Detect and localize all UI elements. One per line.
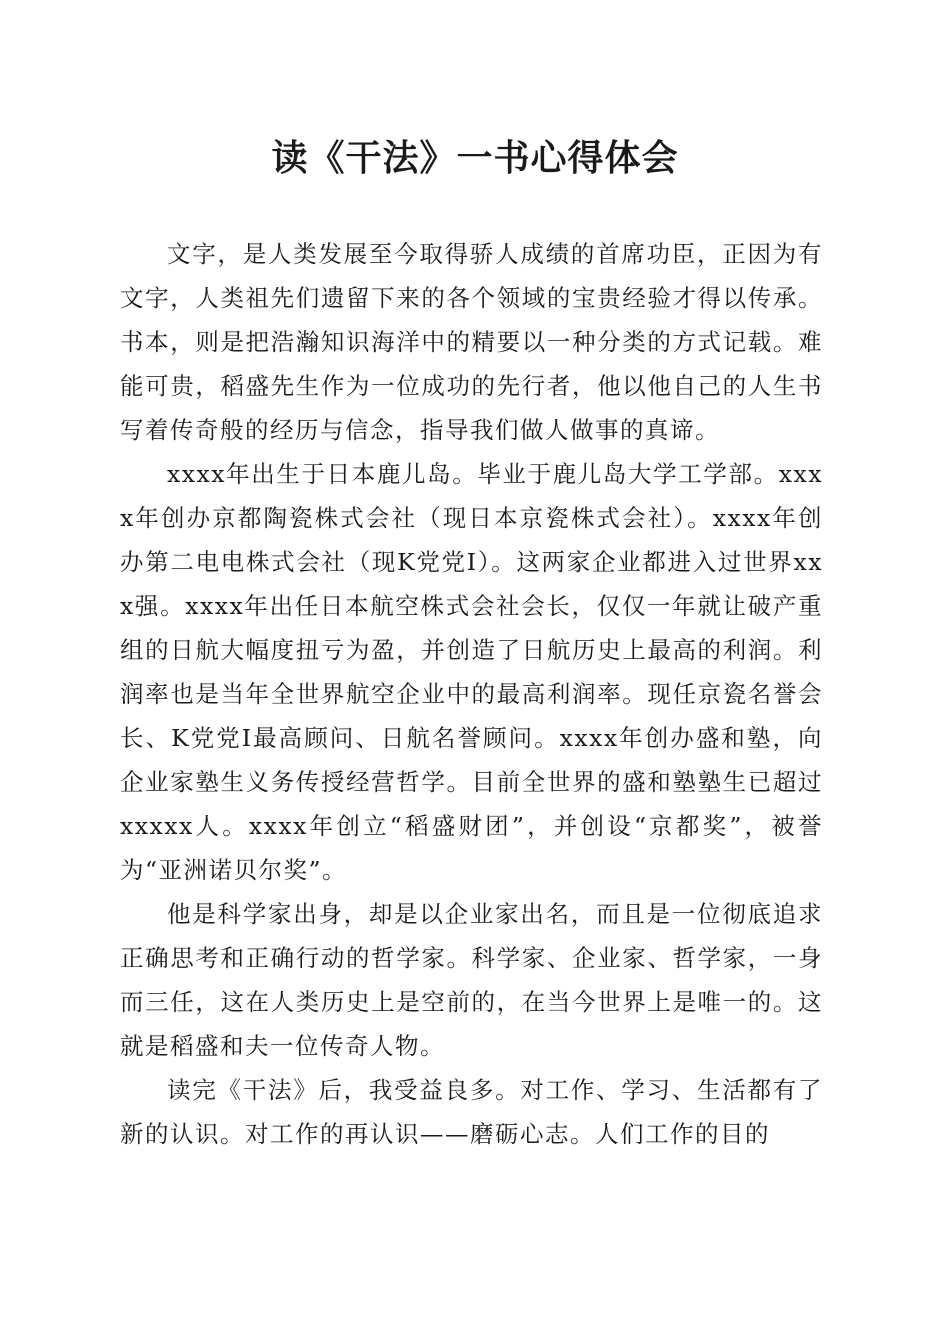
document-title: 读《干法》一书心得体会 xyxy=(271,137,679,179)
paragraph-1: 文字，是人类发展至今取得骄人成绩的首席功臣，正因为有文字，人类祖先们遗留下来的各个领域的宝贵经验才得以传承。书本，则是把浩瀚知识海洋中的精要以一种分类的方式记载。难能可贵，稻盛先生作为一位成功的先行者，他以他自己的人生书写着传奇般的经历与信念，指导我们做人做事的真谛。 xyxy=(120,240,823,444)
paragraph-4: 读完《干法》后，我受益良多。对工作、学习、生活都有了新的认识。对工作的再认识——磨砺心志。人们工作的目的 xyxy=(120,1076,823,1148)
paragraph-3: 他是科学家出身，却是以企业家出名，而且是一位彻底追求正确思考和正确行动的哲学家。科学家、企业家、哲学家，一身而三任，这在人类历史上是空前的，在当今世界上是唯一的。这就是稻盛和夫一位传奇人物。 xyxy=(120,900,823,1060)
paragraph-2: xxxx年出生于日本鹿儿岛。毕业于鹿儿岛大学工学部。xxxx年创办京都陶瓷株式会社（现日本京瓷株式会社）。xxxx年创办第二电电株式会社（现K党党I）。这两家企业都进入过世界xxx强。xxxx年出任日本航空株式会社会长，仅仅一年就让破产重组的日航大幅度扭亏为盈，并创造了日航历史上最高的利润。利润率也是当年全世界航空企业中的最高利润率。现任京瓷名誉会长、K党党I最高顾问、日航名誉顾问。xxxx年创办盛和塾，向企业家塾生义务传授经营哲学。目前全世界的盛和塾塾生已超过xxxxx人。xxxx年创立“稻盛财团”，并创设“京都奖”，被誉为“亚洲诺贝尔奖”。 xyxy=(120,460,823,884)
document-body xyxy=(120,232,823,1156)
